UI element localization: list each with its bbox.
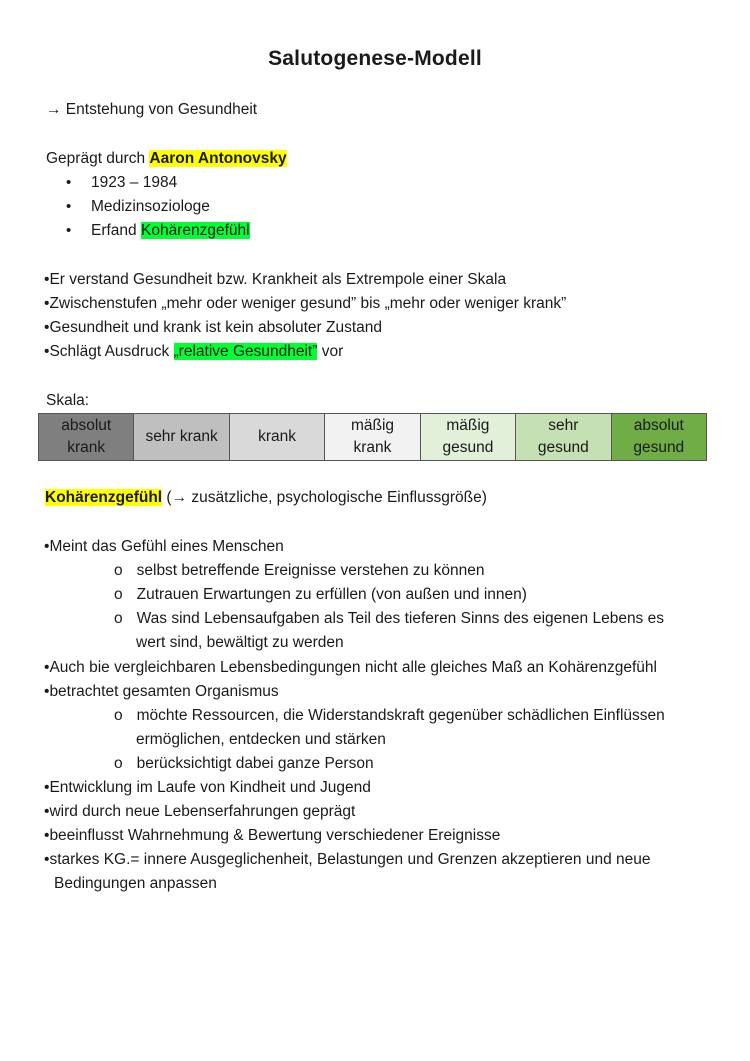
bullet-icon: • [44, 803, 50, 820]
scale-label: Skala: [46, 392, 90, 409]
bullet-icon: • [44, 827, 50, 844]
koherenz-point: •beeinflusst Wahrnehmung & Bewertung verschiedener Ereignisse [44, 827, 501, 844]
koherenz-heading-line [45, 488, 487, 508]
bullet-icon: • [44, 683, 50, 700]
bullet-icon: • [66, 174, 72, 191]
bullet-icon: • [44, 319, 50, 336]
highlight-relative-gesundheit: „relative Gesundheit” [173, 343, 318, 360]
bullet-icon: • [66, 198, 72, 215]
bullet-icon: • [44, 851, 50, 868]
koherenz-subpoint-cont: ermöglichen, entdecken und stärken [136, 731, 386, 748]
bullet-icon: • [66, 222, 72, 239]
bullet-icon: • [44, 343, 50, 360]
circle-bullet-icon: o [114, 707, 123, 724]
scale-cell: mäßig gesund [420, 414, 515, 461]
point-item: •Schlägt Ausdruck „relative Gesundheit” vor [44, 343, 344, 360]
point-item: •Zwischenstufen „mehr oder weniger gesund” bis „mehr oder weniger krank” [44, 295, 567, 312]
intro-line [46, 149, 287, 169]
author-name: Aaron Antonovsky [149, 150, 287, 167]
page-title: Salutogenese-Modell [268, 47, 482, 70]
intro-bullet: • Medizinsoziologe [66, 198, 210, 215]
koherenz-subpoint: o Zutrauen Erwartungen zu erfüllen (von außen und innen) [114, 586, 527, 603]
koherenz-subpoint: o möchte Ressourcen, die Widerstandskraft gegenüber schädlichen Einflüssen [114, 707, 665, 724]
scale-cell: mäßig krank [325, 414, 420, 461]
bullet-icon: • [44, 271, 50, 288]
koherenz-subpoint-cont: wert sind, bewältigt zu werden [136, 634, 344, 651]
koherenz-heading: Kohärenzgefühl [45, 489, 163, 506]
subtitle: → Entstehung von Gesundheit [46, 101, 258, 118]
point-item: •Gesundheit und krank ist kein absoluter Zustand [44, 319, 383, 336]
scale-cell: krank [229, 414, 324, 461]
koherenz-point: •starkes KG.= innere Ausgeglichenheit, Belastungen und Grenzen akzeptieren und neue [44, 851, 651, 868]
koherenz-point: •wird durch neue Lebenserfahrungen geprägt [44, 803, 356, 820]
point-item: •Er verstand Gesundheit bzw. Krankheit als Extrempole einer Skala [44, 271, 507, 288]
koherenz-subpoint: o Was sind Lebensaufgaben als Teil des tieferen Sinns des eigenen Lebens es [114, 610, 664, 627]
koherenz-subpoint: o berücksichtigt dabei ganze Person [114, 755, 374, 772]
intro-bullet: • Erfand Kohärenzgefühl [66, 222, 250, 239]
circle-bullet-icon: o [114, 755, 123, 772]
bullet-icon: • [44, 538, 50, 555]
koherenz-note: (→ zusätzliche, psychologische Einflussgröße) [162, 489, 487, 506]
intro-bullet: • 1923 – 1984 [66, 174, 178, 191]
circle-bullet-icon: o [114, 610, 123, 627]
bullet-icon: • [44, 779, 50, 796]
scale-cell: absolut krank [39, 414, 134, 461]
circle-bullet-icon: o [114, 586, 123, 603]
scale-cell: absolut gesund [611, 414, 706, 461]
intro-prefix: Geprägt durch [46, 150, 150, 167]
scale-cell: sehr gesund [516, 414, 611, 461]
koherenz-point: •Meint das Gefühl eines Menschen [44, 538, 284, 555]
koherenz-point-cont: Bedingungen anpassen [54, 875, 217, 892]
bullet-icon: • [44, 659, 50, 676]
circle-bullet-icon: o [114, 562, 123, 579]
koherenz-subpoint: o selbst betreffende Ereignisse verstehen zu können [114, 562, 485, 579]
bullet-icon: • [44, 295, 50, 312]
health-scale-table [38, 413, 707, 461]
scale-cell: sehr krank [134, 414, 229, 461]
koherenz-point: •betrachtet gesamten Organismus [44, 683, 279, 700]
koherenz-point: •Entwicklung im Laufe von Kindheit und Jugend [44, 779, 371, 796]
scale-row [39, 414, 707, 461]
highlight-koherenzgefuehl: Kohärenzgefühl [140, 222, 250, 239]
koherenz-point: •Auch bie vergleichbaren Lebensbedingungen nicht alle gleiches Maß an Kohärenzgefühl [44, 659, 657, 676]
